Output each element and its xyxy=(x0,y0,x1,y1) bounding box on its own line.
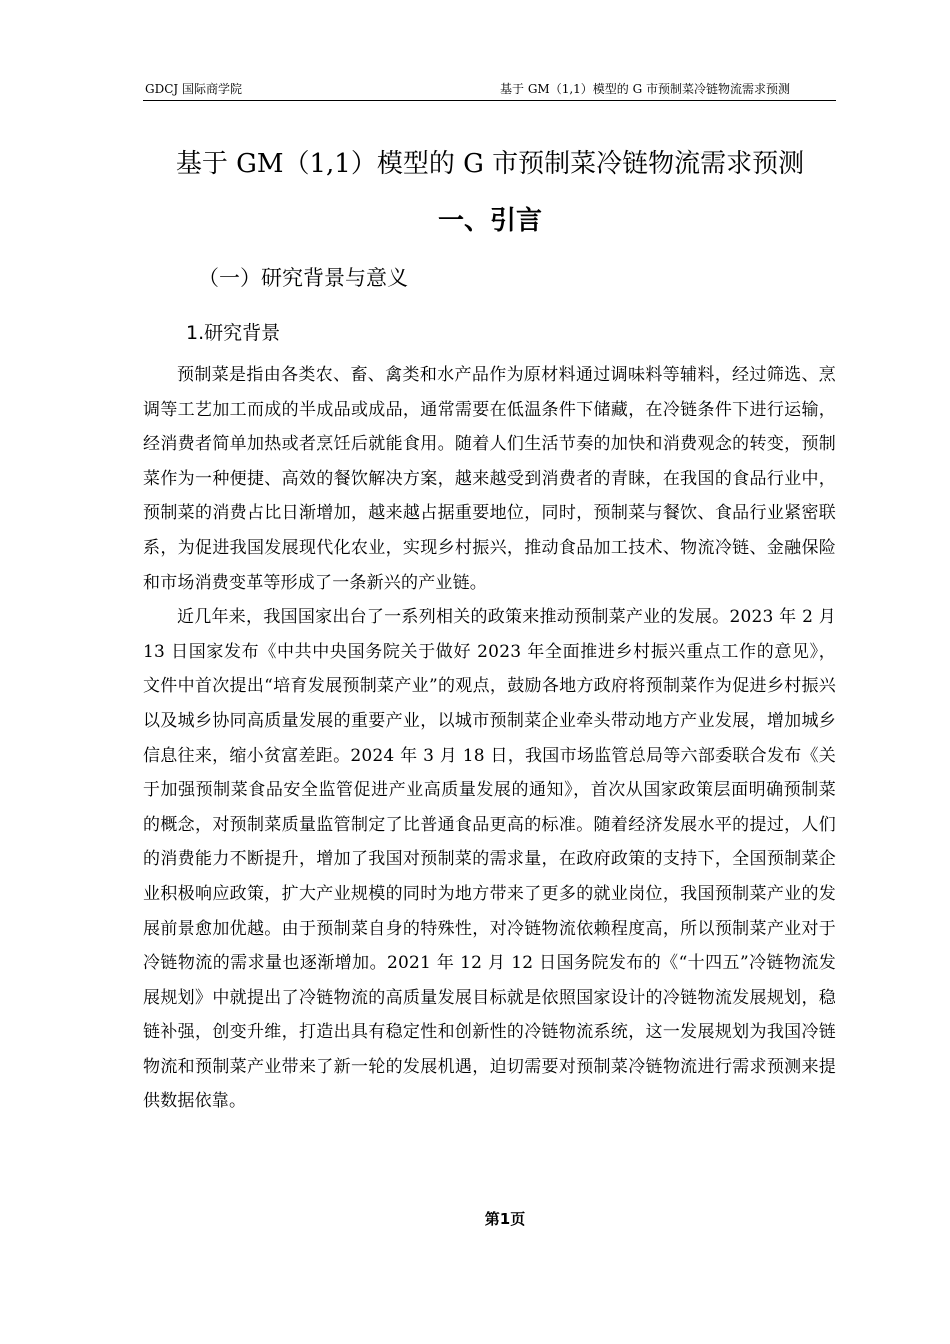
header-institution: GDCJ 国际商学院 xyxy=(145,82,243,96)
page-number: 第1页 xyxy=(484,1210,526,1228)
section-heading-introduction: 一、引言 xyxy=(437,206,542,236)
header-document-title: 基于 GM（1,1）模型的 G 市预制菜冷链物流需求预测 xyxy=(500,82,790,96)
page-header xyxy=(143,78,836,101)
subsubsection-heading-research-background: 1.研究背景 xyxy=(186,322,281,344)
subsection-heading-background-significance: （一）研究背景与意义 xyxy=(198,266,408,290)
paragraph-policy-background: 近几年来，我国国家出台了一系列相关的政策来推动预制菜产业的发展。2023 年 2 月 13 日国家发布《中共中央国务院关于做好 2023 年全面推进乡村振兴重点工作的意见》，文件中首次提出“培育发展预制菜产业”的观点，鼓励各地方政府将预制菜作为促进乡村振兴以及城乡协同高质量发展的重要产业，以城市预制菜企业牵头带动地方产业发展，增加城乡信息往来，缩小贫富差距。2024 年 3 月 18 日，我国市场监管总局等六部委联合发布《关于加强预制菜食品安全监管促进产业高质量发展的通知》，首次从国家政策层面明确预制菜的概念，对预制菜质量监管制定了比普通食品更高的标准。随着经济发展水平的提过，人们的消费能力不断提升，增加了我国对预制菜的需求量，在政府政策的支持下，全国预制菜企业积极响应政策，扩大产业规模的同时为地方带来了更多的就业岗位，我国预制菜产业的发展前景愈加优越。由于预制菜自身的特殊性，对冷链物流依赖程度高，所以预制菜产业对于冷链物流的需求量也逐渐增加。2021 年 12 月 12 日国务院发布的《“十四五”冷链物流发展规划》中就提出了冷链物流的高质量发展目标就是依照国家设计的冷链物流发展规划，稳链补强，创变升维，打造出具有稳定性和创新性的冷链物流系统，这一发展规划为我国冷链物流和预制菜产业带来了新一轮的发展机遇，迫切需要对预制菜冷链物流进行需求预测来提供数据依靠。 xyxy=(143,607,836,1112)
document-title: 基于 GM（1,1）模型的 G 市预制菜冷链物流需求预测 xyxy=(175,149,805,179)
paragraph-prepared-food-definition: 预制菜是指由各类农、畜、禽类和水产品作为原材料通过调味料等辅料，经过筛选、烹调等工艺加工而成的半成品或成品，通常需要在低温条件下储藏，在冷链条件下进行运输，经消费者简单加热或者烹饪后就能食用。随着人们生活节奏的加快和消费观念的转变，预制菜作为一种便捷、高效的餐饮解决方案，越来越受到消费者的青睐，在我国的食品行业中，预制菜的消费占比日渐增加，越来越占据重要地位，同时，预制菜与餐饮、食品行业紧密联系，为促进我国发展现代化农业，实现乡村振兴，推动食品加工技术、物流冷链、金融保险和市场消费变革等形成了一条新兴的产业链。 xyxy=(143,365,836,593)
body-text xyxy=(143,358,836,1119)
